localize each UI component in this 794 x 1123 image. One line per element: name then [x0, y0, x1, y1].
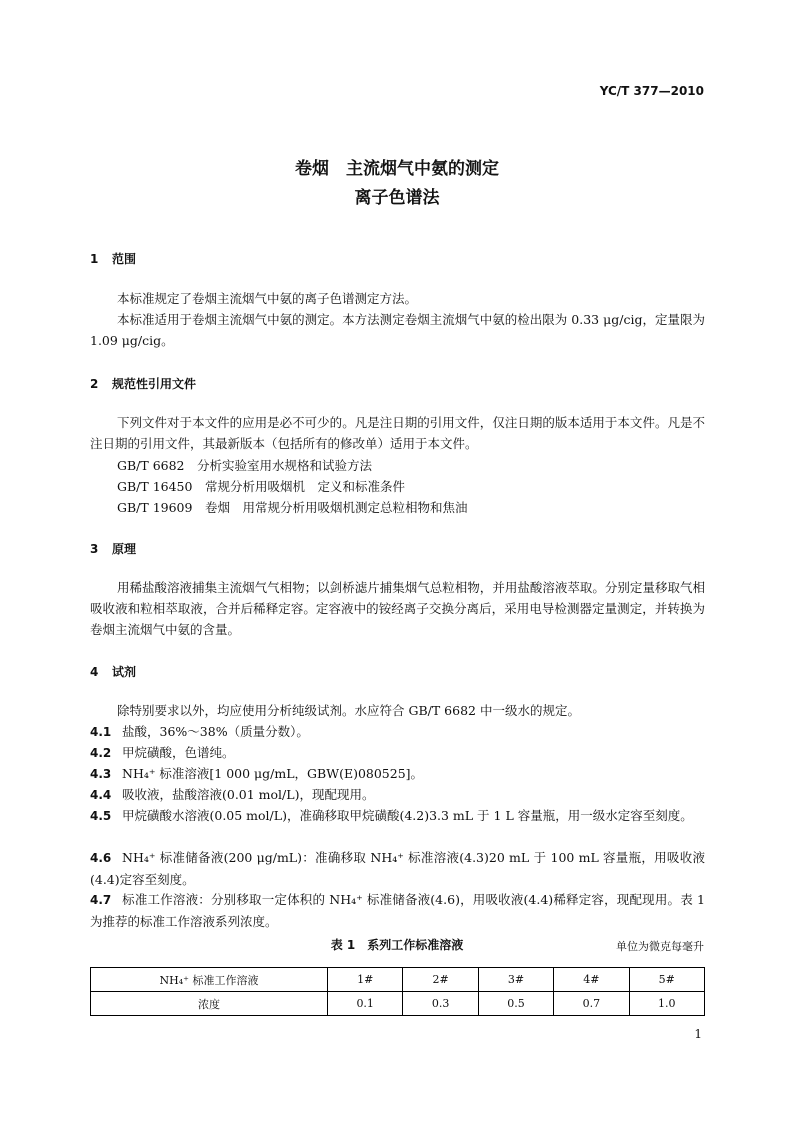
item-text: 标准工作溶液：分别移取一定体积的 NH₄⁺ 标准储备液(4.6)，用吸收液(4.4)稀释定容，现配现用。表 1 为推荐的标准工作溶液系列浓度。 [90, 892, 705, 929]
table-cell: 1.0 [629, 992, 704, 1016]
section-title: 范围 [112, 252, 137, 266]
item-number: 4.1 [90, 725, 112, 739]
item-number: 4.3 [90, 767, 112, 781]
paragraph: 本标准规定了卷烟主流烟气中氨的离子色谱测定方法。 [117, 291, 418, 306]
standard-code: YC/T 377—2010 [599, 84, 704, 98]
reagent-item [90, 889, 705, 932]
item-number: 4.7 [90, 893, 112, 907]
page-number: 1 [694, 1027, 702, 1041]
table-cell: 2# [403, 968, 478, 992]
item-number: 4.2 [90, 746, 112, 760]
section-title: 原理 [112, 542, 137, 556]
table-cell: 0.3 [403, 992, 478, 1016]
item-text: 盐酸，36%～38%（质量分数）。 [122, 724, 309, 739]
document-title: 卷烟 主流烟气中氨的测定 [295, 159, 499, 179]
item-number: 4.4 [90, 788, 112, 802]
table-cell: 0.1 [328, 992, 403, 1016]
reagent-item [90, 742, 705, 764]
item-text: NH₄⁺ 标准溶液[1 000 μg/mL，GBW(E)080525]。 [122, 766, 424, 781]
paragraph: 下列文件对于本文件的应用是必不可少的。凡是注日期的引用文件，仅注日期的版本适用于本文件。凡是不注日期的引用文件，其最新版本（包括所有的修改单）适用于本文件。 [90, 415, 705, 451]
table-header-row [91, 968, 705, 992]
table-unit: 单位为微克每毫升 [616, 940, 704, 953]
section-title: 规范性引用文件 [112, 377, 197, 391]
reference-item: GB/T 19609 卷烟 用常规分析用吸烟机测定总粒相物和焦油 [117, 500, 468, 515]
paragraph: 除特别要求以外，均应使用分析纯级试剂。水应符合 GB/T 6682 中一级水的规定。 [117, 703, 580, 718]
document-subtitle: 离子色谱法 [354, 188, 440, 208]
table-caption: 表 1 系列工作标准溶液 [330, 938, 464, 952]
section-number: 4 [90, 665, 99, 679]
item-text: NH₄⁺ 标准储备液(200 μg/mL)：准确移取 NH₄⁺ 标准溶液(4.3)20 mL 于 100 mL 容量瓶，用吸收液(4.4)定容至刻度。 [90, 850, 705, 887]
item-number: 4.5 [90, 809, 112, 823]
reagent-item [90, 805, 705, 827]
reference-item: GB/T 16450 常规分析用吸烟机 定义和标准条件 [117, 479, 405, 494]
table-cell: NH₄⁺ 标准工作溶液 [91, 968, 328, 992]
section-heading-principle [90, 540, 136, 557]
table-cell: 1# [328, 968, 403, 992]
item-number: 4.6 [90, 851, 112, 865]
reagent-item [90, 763, 705, 785]
section-number: 2 [90, 377, 99, 391]
reagent-item [90, 847, 705, 890]
section-title: 试剂 [112, 665, 137, 679]
item-text: 甲烷磺酸，色谱纯。 [122, 745, 235, 760]
paragraph: 用稀盐酸溶液捕集主流烟气气相物；以剑桥滤片捕集烟气总粒相物，并用盐酸溶液萃取。分别定量移取气相吸收液和粒相萃取液，合并后稀释定容。定容液中的铵经离子交换分离后，采用电导检测器定量测定，并转换为卷烟主流烟气中氨的含量。 [90, 580, 705, 637]
standard-solutions-table [90, 967, 705, 1016]
table-cell: 4# [554, 968, 629, 992]
reagent-item [90, 784, 705, 806]
reagent-item [90, 721, 705, 743]
table-cell: 浓度 [91, 992, 328, 1016]
table-cell: 3# [478, 968, 553, 992]
item-text: 甲烷磺酸水溶液(0.05 mol/L)，准确移取甲烷磺酸(4.2)3.3 mL 于 1 L 容量瓶，用一级水定容至刻度。 [122, 808, 693, 823]
paragraph: 本标准适用于卷烟主流烟气中氨的测定。本方法测定卷烟主流烟气中氨的检出限为 0.33 μg/cig，定量限为 1.09 μg/cig。 [90, 312, 705, 348]
table-cell: 0.5 [478, 992, 553, 1016]
table-cell: 0.7 [554, 992, 629, 1016]
reference-item: GB/T 6682 分析实验室用水规格和试验方法 [117, 458, 373, 473]
table-cell: 5# [629, 968, 704, 992]
item-text: 吸收液，盐酸溶液(0.01 mol/L)，现配现用。 [122, 787, 375, 802]
table-row [91, 992, 705, 1016]
section-heading-scope [90, 250, 136, 267]
section-number: 1 [90, 252, 99, 266]
section-number: 3 [90, 542, 99, 556]
section-heading-reagents [90, 663, 136, 680]
section-heading-normative-references [90, 375, 196, 392]
